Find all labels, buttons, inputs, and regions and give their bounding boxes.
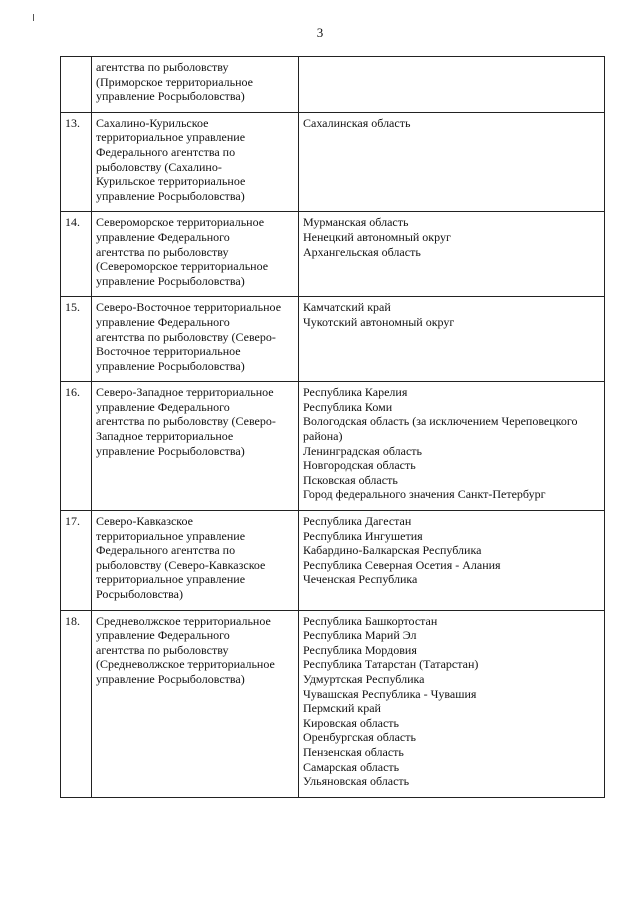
- row-number: 13.: [61, 112, 92, 212]
- table-row: [61, 511, 605, 611]
- region-line: Чукотский автономный округ: [303, 314, 455, 329]
- region-line: Ульяновская область: [303, 774, 410, 789]
- agency-line: управление Федерального: [96, 628, 230, 643]
- table-row: [61, 57, 605, 113]
- agency-line: управление Росрыболовства): [96, 89, 245, 104]
- table-row: [61, 112, 605, 212]
- agency-cell: [92, 57, 299, 113]
- territorial-directorates-table: [60, 56, 605, 798]
- region-line: Архангельская область: [303, 244, 421, 259]
- agency-line: рыболовству (Сахалино-: [96, 159, 222, 174]
- region-line: Республика Дагестан: [303, 514, 412, 529]
- agency-cell: [92, 511, 299, 611]
- region-line: Ленинградская область: [303, 443, 422, 458]
- agency-line: Федерального агентства по: [96, 144, 236, 159]
- region-line: Республика Татарстан (Татарстан): [303, 657, 479, 672]
- agency-cell: [92, 382, 299, 511]
- regions-cell: [299, 212, 605, 297]
- agency-line: управление Росрыболовства): [96, 443, 245, 458]
- regions-cell: [299, 297, 605, 382]
- region-line: Республика Карелия: [303, 385, 408, 400]
- agency-line: рыболовству (Северо-Кавказское: [96, 557, 266, 572]
- agency-line: Западное территориальное: [96, 429, 234, 444]
- region-line: Ненецкий автономный округ: [303, 229, 451, 244]
- region-line: Камчатский край: [303, 300, 391, 315]
- agency-cell: [92, 610, 299, 797]
- region-line: Республика Башкортостан: [303, 613, 438, 628]
- agency-line: Средневолжское территориальное: [96, 613, 271, 628]
- region-line: Пензенская область: [303, 744, 404, 759]
- regions-cell: [299, 112, 605, 212]
- regions-cell: [299, 382, 605, 511]
- region-line: Кабардино-Балкарская Республика: [303, 543, 482, 558]
- regions-cell: [299, 511, 605, 611]
- agency-cell: [92, 112, 299, 212]
- region-line: района): [303, 429, 343, 444]
- agency-line: управление Росрыболовства): [96, 273, 245, 288]
- agency-line: агентства по рыболовству (Северо-: [96, 414, 276, 429]
- region-line: Сахалинская область: [303, 115, 411, 130]
- page-number: 3: [316, 25, 324, 40]
- region-line: Республика Марий Эл: [303, 628, 417, 643]
- agency-line: агентства по рыболовству: [96, 642, 229, 657]
- region-line: Новгородская область: [303, 458, 416, 473]
- region-line: Удмуртская Республика: [303, 671, 425, 686]
- agency-line: Росрыболовства): [96, 587, 183, 601]
- row-number: 18.: [61, 610, 92, 797]
- table-row: [61, 297, 605, 382]
- region-line: Республика Коми: [303, 399, 393, 414]
- region-line: Мурманская область: [303, 215, 409, 230]
- agency-line: Северо-Западное территориальное: [96, 385, 274, 400]
- agency-cell: [92, 212, 299, 297]
- region-line: Псковская область: [303, 472, 398, 487]
- region-line: Республика Мордовия: [303, 642, 417, 657]
- region-line: Чувашская Республика - Чувашия: [303, 686, 477, 701]
- agency-line: управление Росрыболовства): [96, 188, 245, 203]
- table-row: [61, 610, 605, 797]
- agency-line: территориальное управление: [96, 572, 246, 587]
- region-line: Самарская область: [303, 759, 400, 774]
- margin-mark: [33, 14, 34, 21]
- agency-line: управление Федерального: [96, 399, 230, 414]
- region-line: Республика Северная Осетия - Алания: [303, 557, 501, 572]
- agency-line: (Приморское территориальное: [96, 74, 253, 89]
- agency-line: агентства по рыболовству: [96, 60, 229, 74]
- agency-cell: [92, 297, 299, 382]
- regions-cell: [299, 610, 605, 797]
- agency-line: территориальное управление: [96, 130, 246, 145]
- agency-line: управление Росрыболовства): [96, 358, 245, 373]
- agency-line: (Североморское территориальное: [96, 259, 269, 274]
- table-body: [61, 57, 605, 798]
- table-row: [61, 382, 605, 511]
- agency-line: Курильское территориальное: [96, 174, 246, 189]
- row-number: 15.: [61, 297, 92, 382]
- region-line: Республика Ингушетия: [303, 528, 423, 543]
- row-number: 17.: [61, 511, 92, 611]
- region-line: Вологодская область (за исключением Череповецкого: [303, 414, 578, 429]
- region-line: Город федерального значения Санкт-Петербург: [303, 487, 546, 502]
- agency-line: управление Росрыболовства): [96, 671, 245, 686]
- row-number: 14.: [61, 212, 92, 297]
- agency-line: агентства по рыболовству: [96, 244, 229, 259]
- agency-line: Северо-Кавказское: [96, 514, 193, 529]
- agency-line: Североморское территориальное: [96, 215, 265, 230]
- agency-line: управление Федерального: [96, 314, 230, 329]
- region-line: Кировская область: [303, 715, 400, 730]
- row-number: 16.: [61, 382, 92, 511]
- agency-line: территориальное управление: [96, 528, 246, 543]
- agency-line: Федерального агентства по: [96, 543, 236, 558]
- agency-line: Северо-Восточное территориальное: [96, 300, 282, 315]
- agency-line: (Средневолжское территориальное: [96, 657, 275, 672]
- region-line: Оренбургская область: [303, 730, 416, 745]
- table-row: [61, 212, 605, 297]
- agency-line: агентства по рыболовству (Северо-: [96, 329, 276, 344]
- region-line: Пермский край: [303, 701, 381, 716]
- regions-cell: [299, 57, 605, 113]
- row-number: [61, 57, 92, 113]
- agency-line: Восточное территориальное: [96, 344, 241, 359]
- agency-line: управление Федерального: [96, 229, 230, 244]
- region-line: Чеченская Республика: [303, 572, 418, 587]
- agency-line: Сахалино-Курильское: [96, 115, 209, 130]
